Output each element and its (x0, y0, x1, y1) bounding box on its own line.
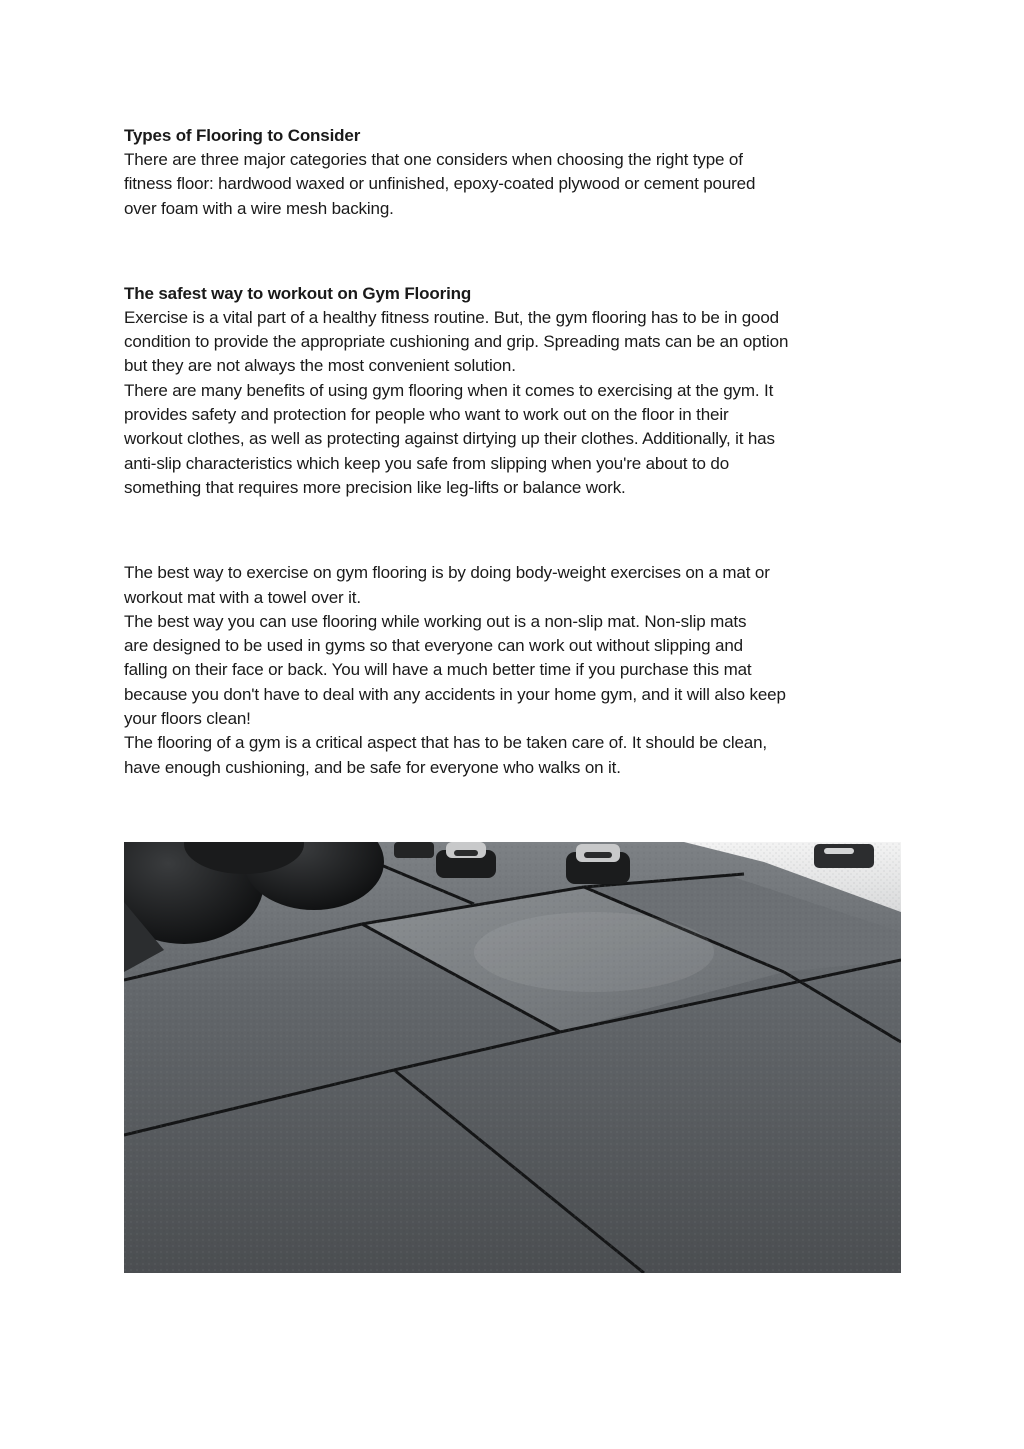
paragraph: There are three major categories that one considers when choosing the right type of fitness floor: hardwood waxed or unfinished, epoxy-coated plywood or cement poured over foam with a wire mesh backing. (124, 150, 756, 218)
gym-floor-illustration (124, 842, 901, 1273)
gym-floor-photo (124, 842, 901, 1273)
section-heading: The safest way to workout on Gym Flooring (124, 283, 472, 303)
document-body (124, 124, 904, 780)
paragraph: Exercise is a vital part of a healthy fitness routine. But, the gym flooring has to be in good condition to provide the appropriate cushioning and grip. Spreading mats can be an option but they are not always the most convenient solution. (124, 307, 789, 376)
section-best-way (124, 561, 904, 780)
paragraph: There are many benefits of using gym flooring when it comes to exercising at the gym. It provides safety and protection for people who want to work out on the floor in their workout clothes, as well as protecting against dirtying up their clothes. Additionally, it has anti-slip characteristics which keep you safe from slipping when you're about to do something that requires more precision like leg-lifts or balance work. (124, 380, 775, 497)
section-flooring-types (124, 124, 904, 221)
paragraph: The flooring of a gym is a critical aspect that has to be taken care of. It should be clean, have enough cushioning, and be safe for everyone who walks on it. (124, 733, 767, 777)
paragraph: The best way you can use flooring while working out is a non-slip mat. Non-slip mats are designed to be used in gyms so that everyone can work out without slipping and falling on their face or back. You will have a much better time if you purchase this mat because you don't have to deal with any accidents in your home gym, and it will also keep your floors clean! (124, 611, 786, 729)
section-safest-way (124, 282, 904, 500)
section-heading: Types of Flooring to Consider (124, 126, 361, 145)
paragraph: The best way to exercise on gym flooring is by doing body-weight exercises on a mat or workout mat with a towel over it. (124, 563, 770, 607)
